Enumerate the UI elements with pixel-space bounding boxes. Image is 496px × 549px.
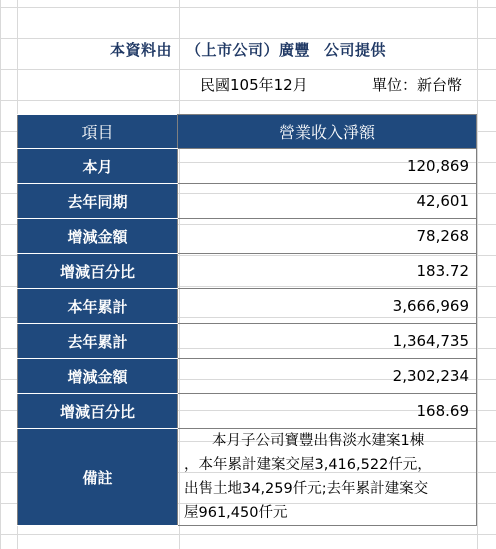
row-label-cell[interactable]: 增減百分比 [18, 254, 178, 289]
table-row [18, 324, 477, 359]
row-label-cell[interactable]: 增減百分比 [18, 394, 178, 429]
row-value-cell[interactable]: 168.69 [178, 394, 477, 429]
note-line: 出售土地34,259仟元;去年累計建案交 [184, 481, 429, 497]
table-row [18, 394, 477, 429]
note-label-cell[interactable]: 備註 [18, 429, 178, 526]
row-label-cell[interactable]: 去年同期 [18, 184, 178, 219]
row-value-cell[interactable]: 183.72 [178, 254, 477, 289]
table-row [18, 149, 477, 184]
table-row [18, 184, 477, 219]
title-part-3: 公司提供 [324, 41, 387, 59]
row-value-cell[interactable]: 2,302,234 [178, 359, 477, 394]
row-value-cell[interactable]: 42,601 [178, 184, 477, 219]
row-value-cell[interactable]: 1,364,735 [178, 324, 477, 359]
row-label-cell[interactable]: 本年累計 [18, 289, 178, 324]
column-gridline [477, 0, 478, 549]
note-line: ，本年累計建案交屋3,416,522仟元， [184, 457, 432, 473]
header-item-cell[interactable]: 項目 [18, 115, 178, 149]
note-line: 屋961,450仟元 [184, 505, 288, 521]
row-label-cell[interactable]: 增減金額 [18, 219, 178, 254]
note-line: 本月子公司寶豐出售淡水建案1棟 [212, 433, 425, 449]
header-value-cell[interactable]: 營業收入淨額 [178, 115, 477, 149]
title-part-2: （上市公司）廣豐 [185, 41, 310, 59]
table-row [18, 289, 477, 324]
row-value-cell[interactable]: 3,666,969 [178, 289, 477, 324]
row-label-cell[interactable]: 去年累計 [18, 324, 178, 359]
row-label-cell[interactable]: 本月 [18, 149, 178, 184]
currency-unit: 單位：新台幣 [372, 76, 463, 94]
row-value-cell[interactable]: 78,268 [178, 219, 477, 254]
table-row [18, 219, 477, 254]
row-label-cell[interactable]: 增減金額 [18, 359, 178, 394]
table-row [18, 359, 477, 394]
report-title [0, 38, 496, 62]
title-part-1: 本資料由 [109, 41, 172, 59]
row-value-cell[interactable]: 120,869 [178, 149, 477, 184]
table-header-row [18, 115, 477, 149]
note-text-cell[interactable] [178, 429, 477, 526]
report-date: 民國105年12月 [200, 76, 308, 94]
table-row [18, 254, 477, 289]
revenue-table [17, 114, 477, 526]
note-row [18, 429, 477, 526]
